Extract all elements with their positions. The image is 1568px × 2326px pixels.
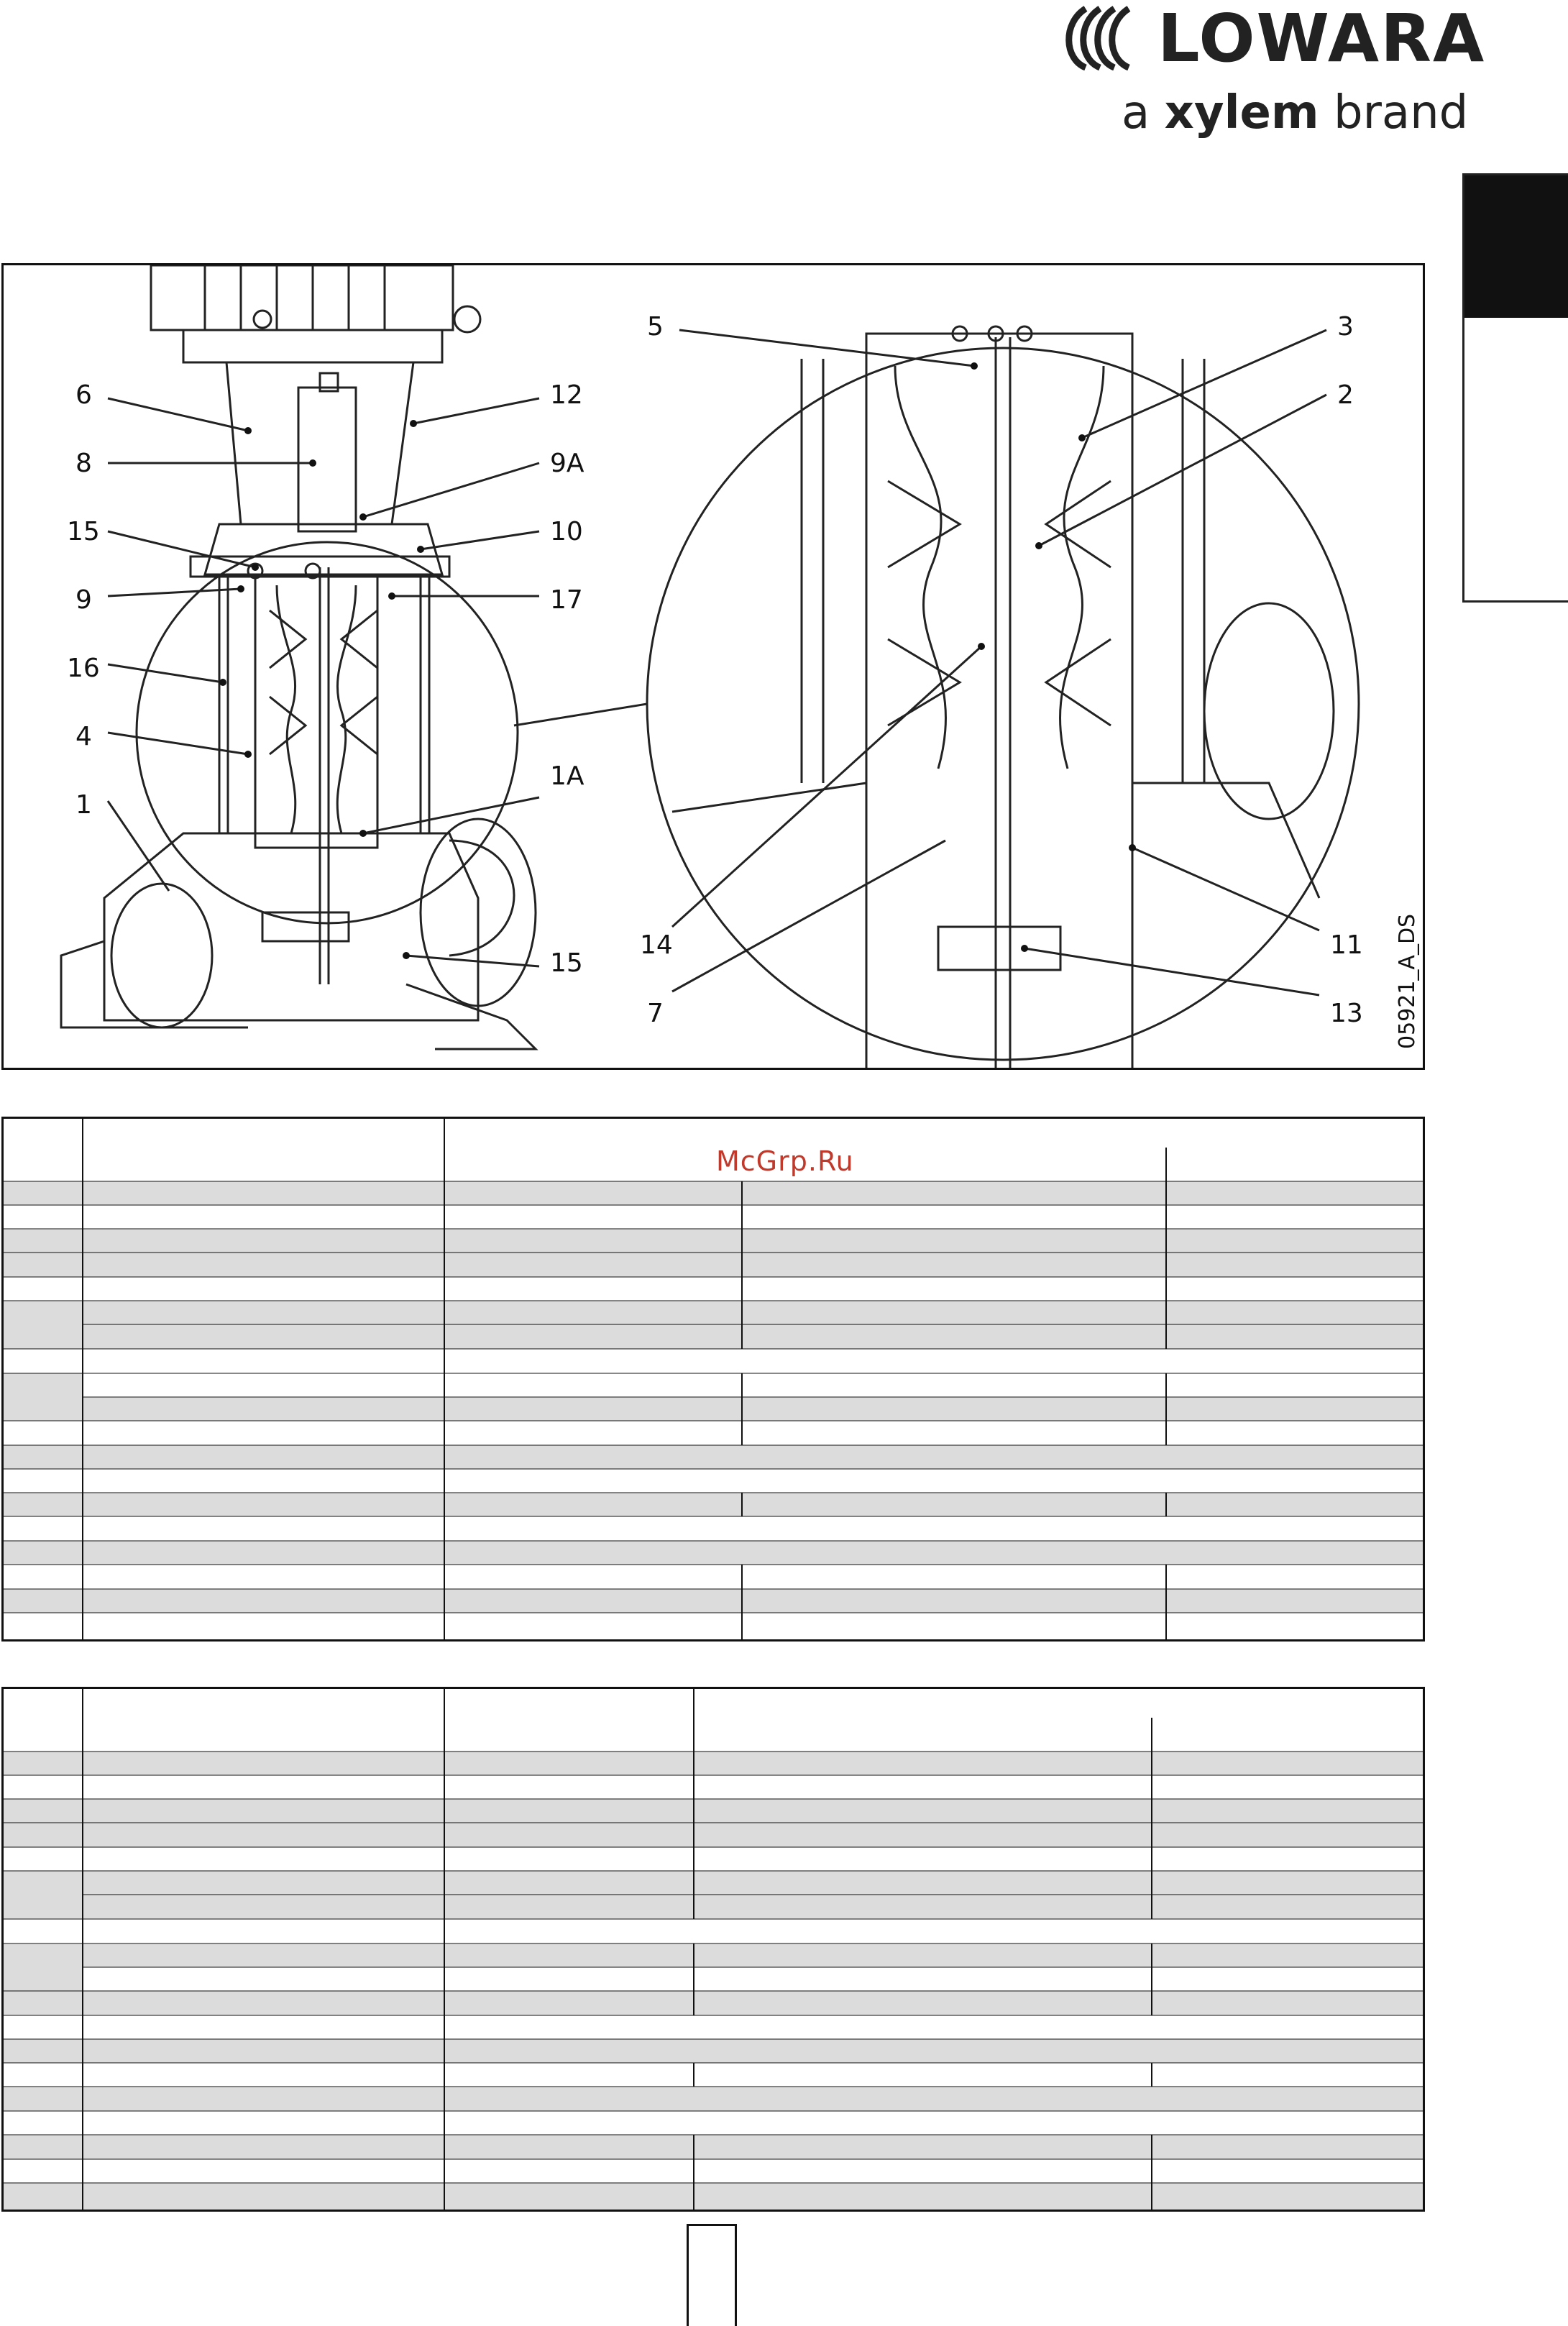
- callout-9: 9: [75, 585, 92, 615]
- pump-drawing: [4, 265, 1425, 1070]
- lowara-logo-mark-icon: [1057, 1, 1146, 73]
- brand-name: LOWARA: [1157, 0, 1486, 77]
- section-tab: [1462, 173, 1568, 603]
- callout-3: 3: [1337, 312, 1354, 342]
- callout-17: 17: [550, 585, 583, 615]
- parts-table-1: [1, 1117, 1425, 1642]
- callout-15: 15: [67, 517, 100, 546]
- parts-table-2: [1, 1687, 1425, 2212]
- callout-4: 4: [75, 722, 92, 751]
- brand-logo: [1050, 0, 1486, 158]
- callout-10: 10: [550, 517, 583, 546]
- callout-5: 5: [647, 312, 664, 342]
- callout-15-bottom: 15: [550, 948, 583, 978]
- callout-14: 14: [640, 930, 673, 960]
- parts-table-2-grid: [4, 1689, 1423, 2210]
- callout-9a: 9A: [550, 449, 584, 478]
- callout-8: 8: [75, 449, 92, 478]
- callout-2: 2: [1337, 380, 1354, 410]
- callout-6: 6: [75, 380, 92, 410]
- pump-cross-section-figure: [1, 263, 1425, 1070]
- callout-7: 7: [647, 999, 664, 1028]
- callout-12: 12: [550, 380, 583, 410]
- page-number-box: [687, 2224, 737, 2326]
- callout-11: 11: [1330, 930, 1363, 960]
- section-tab-marker: [1464, 175, 1568, 318]
- parts-table-1-grid: [4, 1119, 1423, 1639]
- figure-code: 05921_A_DS: [1395, 913, 1420, 1049]
- callout-13: 13: [1330, 999, 1363, 1028]
- watermark: McGrp.Ru: [716, 1145, 854, 1177]
- brand-tagline: a xylem brand: [1122, 86, 1469, 139]
- callout-16: 16: [67, 654, 100, 683]
- callout-1a: 1A: [550, 761, 584, 791]
- callout-1: 1: [75, 790, 92, 820]
